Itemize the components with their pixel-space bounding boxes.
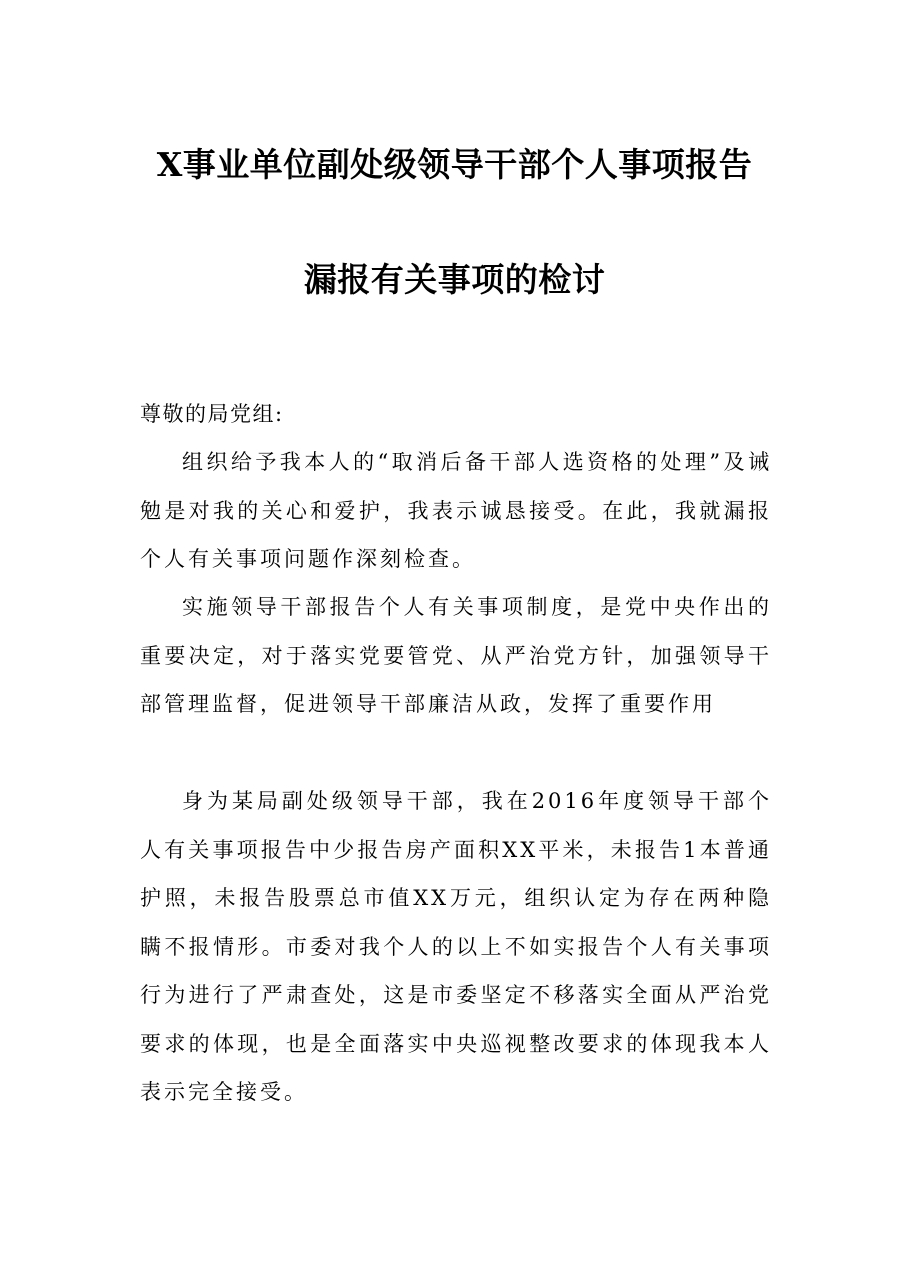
salutation: 尊敬的局党组:	[140, 402, 284, 426]
paragraph-3: 身为某局副处级领导干部，我在2016年度领导干部个人有关事项报告中少报告房产面积XX平米，未报告1本普通护照，未报告股票总市值XX万元，组织认定为存在两种隐瞒不报情形。市委对我个人的以上不如实报告个人有关事项行为进行了严肃查处，这是市委坚定不移落实全面从严治党要求的体现，也是全面落实中央巡视整改要求的体现我本人表示完全接受。	[140, 789, 772, 1104]
document-title-line-1: X事业单位副处级领导干部个人事项报告	[156, 145, 753, 184]
paragraph-2: 实施领导干部报告个人有关事项制度，是党中央作出的重要决定，对于落实党要管党、从严治党方针，加强领导干部管理监督，促进领导干部廉洁从政，发挥了重要作用	[140, 595, 772, 716]
document-title-line-2: 漏报有关事项的检讨	[303, 260, 606, 299]
paragraph-1: 组织给予我本人的“取消后备干部人选资格的处理”及诫勉是对我的关心和爱护，我表示诚恳接受。在此，我就漏报个人有关事项问题作深刻检查。	[140, 450, 772, 571]
